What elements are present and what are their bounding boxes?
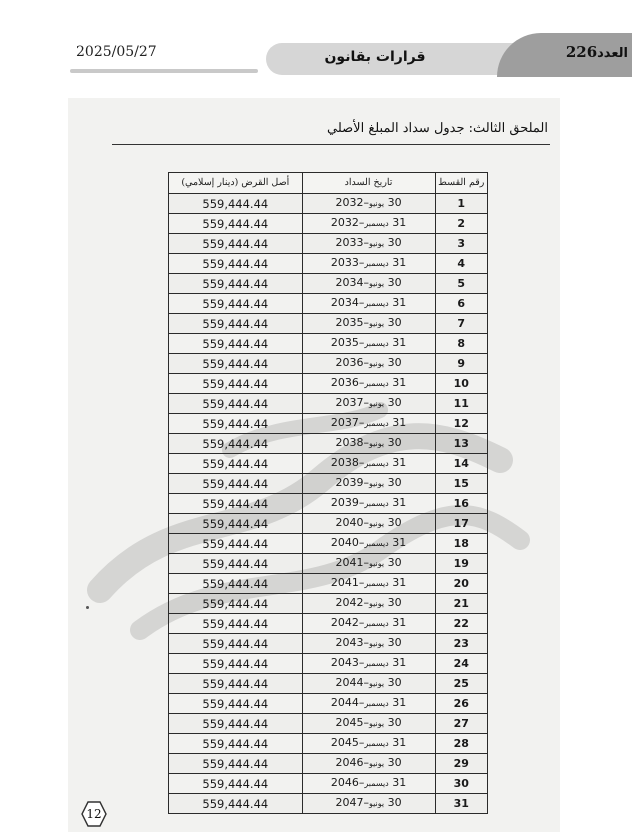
date-year: 2035 [335,316,364,329]
date-year: 2034 [335,276,364,289]
date-month: يونيو [368,799,385,808]
payment-date-cell: 31 ديسمبر–2045 [302,734,435,754]
date-month: ديسمبر [364,659,389,668]
principal-amount-cell: 559,444.44 [169,354,303,374]
table-row [169,494,488,514]
date-day: 31 [392,576,407,589]
installment-number-cell: 9 [435,354,488,374]
date-day: 31 [392,216,407,229]
payment-date-cell: 31 ديسمبر–2034 [302,294,435,314]
date-year: 2040 [335,516,364,529]
principal-amount-cell: 559,444.44 [169,294,303,314]
date-day: 31 [392,776,407,789]
payment-date-cell: 30 يونيو–2045 [302,714,435,734]
date-year: 2043 [335,636,364,649]
date-day: 31 [392,296,407,309]
date-year: 2037 [335,396,364,409]
payment-date-cell: 31 ديسمبر–2043 [302,654,435,674]
table-row [169,714,488,734]
installment-number-cell: 2 [435,214,488,234]
section-title: قرارات بقانون [324,49,426,65]
payment-date-cell: 30 يونيو–2039 [302,474,435,494]
principal-amount-cell: 559,444.44 [169,774,303,794]
payment-date-cell: 30 يونيو–2036 [302,354,435,374]
date-month: ديسمبر [364,339,389,348]
date-year: 2039 [335,476,364,489]
payment-date-cell: 30 يونيو–2038 [302,434,435,454]
date-day: 31 [392,496,407,509]
payment-date-cell: 30 يونيو–2046 [302,754,435,774]
date-year: 2032 [335,196,364,209]
table-row [169,674,488,694]
payment-date-cell: 30 يونيو–2040 [302,514,435,534]
publication-date: 2025/05/27 [76,44,157,60]
table-row [169,254,488,274]
date-month: يونيو [368,199,385,208]
payment-date-cell: 31 ديسمبر–2044 [302,694,435,714]
date-day: 30 [387,716,402,729]
date-year: 2042 [330,616,359,629]
installment-number-cell: 27 [435,714,488,734]
payment-date-cell: 30 يونيو–2032 [302,194,435,214]
date-day: 30 [387,316,402,329]
date-year: 2044 [335,676,364,689]
principal-amount-cell: 559,444.44 [169,254,303,274]
payment-date-cell: 31 ديسمبر–2040 [302,534,435,554]
principal-amount-cell: 559,444.44 [169,474,303,494]
table-row [169,774,488,794]
date-month: يونيو [368,439,385,448]
table-row [169,514,488,534]
date-year: 2047 [335,796,364,809]
date-month: يونيو [368,519,385,528]
date-year: 2033 [330,256,359,269]
date-month: يونيو [368,639,385,648]
table-row [169,394,488,414]
date-day: 31 [392,456,407,469]
date-day: 31 [392,736,407,749]
principal-amount-cell: 559,444.44 [169,534,303,554]
date-day: 31 [392,656,407,669]
header-principal: أصل القرض (دينار إسلامي) [169,173,303,194]
date-year: 2044 [330,696,359,709]
issue-tab [497,33,632,77]
installment-number-cell: 19 [435,554,488,574]
date-year: 2046 [330,776,359,789]
installment-number-cell: 30 [435,774,488,794]
table-row [169,694,488,714]
principal-amount-cell: 559,444.44 [169,654,303,674]
installment-number-cell: 24 [435,654,488,674]
date-day: 30 [387,796,402,809]
installment-number-cell: 11 [435,394,488,414]
date-year: 2038 [330,456,359,469]
date-month: ديسمبر [364,379,389,388]
date-year: 2036 [335,356,364,369]
date-day: 31 [392,256,407,269]
date-year: 2032 [330,216,359,229]
principal-amount-cell: 559,444.44 [169,614,303,634]
date-year: 2033 [335,236,364,249]
payment-date-cell: 31 ديسمبر–2035 [302,334,435,354]
table-row [169,414,488,434]
payment-date-cell: 31 ديسمبر–2042 [302,614,435,634]
table-row [169,614,488,634]
date-day: 31 [392,416,407,429]
date-month: يونيو [368,399,385,408]
principal-amount-cell: 559,444.44 [169,314,303,334]
installment-number-cell: 28 [435,734,488,754]
date-month: يونيو [368,559,385,568]
date-month: ديسمبر [364,579,389,588]
issue-label: العدد [597,46,628,61]
date-year: 2041 [335,556,364,569]
principal-amount-cell: 559,444.44 [169,514,303,534]
date-year: 2043 [330,656,359,669]
date-day: 30 [387,356,402,369]
installment-number-cell: 12 [435,414,488,434]
table-row [169,314,488,334]
installment-number-cell: 4 [435,254,488,274]
payment-date-cell: 31 ديسمبر–2046 [302,774,435,794]
installment-number-cell: 25 [435,674,488,694]
principal-amount-cell: 559,444.44 [169,374,303,394]
payment-date-cell: 30 يونيو–2042 [302,594,435,614]
date-day: 30 [387,636,402,649]
date-day: 31 [392,616,407,629]
installment-number-cell: 23 [435,634,488,654]
date-month: ديسمبر [364,779,389,788]
date-month: ديسمبر [364,499,389,508]
date-day: 30 [387,556,402,569]
payment-date-cell: 31 ديسمبر–2037 [302,414,435,434]
page-header [0,0,632,95]
payment-date-cell: 30 يونيو–2035 [302,314,435,334]
principal-amount-cell: 559,444.44 [169,574,303,594]
table-row [169,354,488,374]
payment-date-cell: 30 يونيو–2034 [302,274,435,294]
payment-date-cell: 30 يونيو–2044 [302,674,435,694]
installment-number-cell: 21 [435,594,488,614]
date-day: 30 [387,516,402,529]
table-row [169,214,488,234]
table-row [169,374,488,394]
installment-number-cell: 5 [435,274,488,294]
scan-speck [86,606,89,609]
installment-number-cell: 1 [435,194,488,214]
payment-date-cell: 31 ديسمبر–2036 [302,374,435,394]
date-day: 31 [392,376,407,389]
payment-date-cell: 30 يونيو–2033 [302,234,435,254]
table-row [169,234,488,254]
table-row [169,794,488,814]
table-row [169,194,488,214]
date-day: 30 [387,676,402,689]
date-day: 30 [387,276,402,289]
principal-amount-cell: 559,444.44 [169,714,303,734]
table-row [169,594,488,614]
date-month: ديسمبر [364,539,389,548]
payment-date-cell: 31 ديسمبر–2038 [302,454,435,474]
header-payment-date: تاريخ السداد [302,173,435,194]
installment-number-cell: 17 [435,514,488,534]
date-year: 2041 [330,576,359,589]
date-month: يونيو [368,479,385,488]
date-month: يونيو [368,679,385,688]
date-month: ديسمبر [364,619,389,628]
date-year: 2040 [330,536,359,549]
installment-number-cell: 13 [435,434,488,454]
date-day: 31 [392,536,407,549]
installment-number-cell: 6 [435,294,488,314]
date-month: يونيو [368,319,385,328]
principal-amount-cell: 559,444.44 [169,194,303,214]
page-number: 12 [86,807,102,821]
table-row [169,754,488,774]
table-row [169,474,488,494]
installment-number-cell: 22 [435,614,488,634]
date-day: 30 [387,196,402,209]
principal-amount-cell: 559,444.44 [169,674,303,694]
table-row [169,734,488,754]
date-month: يونيو [368,759,385,768]
date-day: 30 [387,596,402,609]
date-year: 2036 [330,376,359,389]
installment-number-cell: 16 [435,494,488,514]
annex-title-rule [112,144,550,145]
principal-amount-cell: 559,444.44 [169,734,303,754]
table-body [169,194,488,814]
principal-amount-cell: 559,444.44 [169,434,303,454]
table-row [169,434,488,454]
date-year: 2038 [335,436,364,449]
payment-date-cell: 31 ديسمبر–2032 [302,214,435,234]
installment-number-cell: 26 [435,694,488,714]
installment-number-cell: 31 [435,794,488,814]
principal-amount-cell: 559,444.44 [169,394,303,414]
date-year: 2045 [335,716,364,729]
principal-amount-cell: 559,444.44 [169,554,303,574]
date-year: 2035 [330,336,359,349]
installment-number-cell: 18 [435,534,488,554]
table-row [169,334,488,354]
table-row [169,294,488,314]
table-row [169,454,488,474]
table-row [169,634,488,654]
principal-amount-cell: 559,444.44 [169,594,303,614]
date-underline [70,69,258,73]
table-row [169,574,488,594]
date-day: 30 [387,236,402,249]
date-day: 31 [392,696,407,709]
table-header-row [169,173,488,194]
date-year: 2045 [330,736,359,749]
table-row [169,654,488,674]
date-month: ديسمبر [364,259,389,268]
date-month: ديسمبر [364,419,389,428]
principal-amount-cell: 559,444.44 [169,494,303,514]
date-month: يونيو [368,279,385,288]
principal-amount-cell: 559,444.44 [169,694,303,714]
issue-number: 226 [565,43,598,61]
date-year: 2039 [330,496,359,509]
header-installment-no: رقم القسط [435,173,488,194]
installment-number-cell: 3 [435,234,488,254]
payment-date-cell: 31 ديسمبر–2033 [302,254,435,274]
table-row [169,554,488,574]
payment-date-cell: 30 يونيو–2043 [302,634,435,654]
date-month: ديسمبر [364,699,389,708]
date-day: 30 [387,476,402,489]
issue-label-group [566,43,628,61]
installment-number-cell: 20 [435,574,488,594]
principal-amount-cell: 559,444.44 [169,634,303,654]
date-year: 2046 [335,756,364,769]
date-year: 2037 [330,416,359,429]
payment-date-cell: 30 يونيو–2047 [302,794,435,814]
date-month: يونيو [368,719,385,728]
principal-amount-cell: 559,444.44 [169,794,303,814]
date-month: ديسمبر [364,299,389,308]
date-month: ديسمبر [364,739,389,748]
date-day: 30 [387,756,402,769]
date-year: 2042 [335,596,364,609]
payment-date-cell: 30 يونيو–2037 [302,394,435,414]
date-year: 2034 [330,296,359,309]
installment-number-cell: 7 [435,314,488,334]
payment-date-cell: 31 ديسمبر–2039 [302,494,435,514]
date-month: يونيو [368,239,385,248]
table-row [169,534,488,554]
date-day: 30 [387,436,402,449]
payment-date-cell: 31 ديسمبر–2041 [302,574,435,594]
annex-title: الملحق الثالث: جدول سداد المبلغ الأصلي [327,121,548,136]
principal-amount-cell: 559,444.44 [169,214,303,234]
principal-amount-cell: 559,444.44 [169,334,303,354]
date-month: يونيو [368,599,385,608]
date-day: 31 [392,336,407,349]
principal-amount-cell: 559,444.44 [169,454,303,474]
date-day: 30 [387,396,402,409]
date-month: يونيو [368,359,385,368]
installment-number-cell: 14 [435,454,488,474]
installment-number-cell: 8 [435,334,488,354]
repayment-schedule-table [168,172,488,814]
date-month: ديسمبر [364,219,389,228]
principal-amount-cell: 559,444.44 [169,414,303,434]
payment-date-cell: 30 يونيو–2041 [302,554,435,574]
table-row [169,274,488,294]
principal-amount-cell: 559,444.44 [169,274,303,294]
principal-amount-cell: 559,444.44 [169,754,303,774]
date-month: ديسمبر [364,459,389,468]
installment-number-cell: 29 [435,754,488,774]
principal-amount-cell: 559,444.44 [169,234,303,254]
installment-number-cell: 10 [435,374,488,394]
installment-number-cell: 15 [435,474,488,494]
